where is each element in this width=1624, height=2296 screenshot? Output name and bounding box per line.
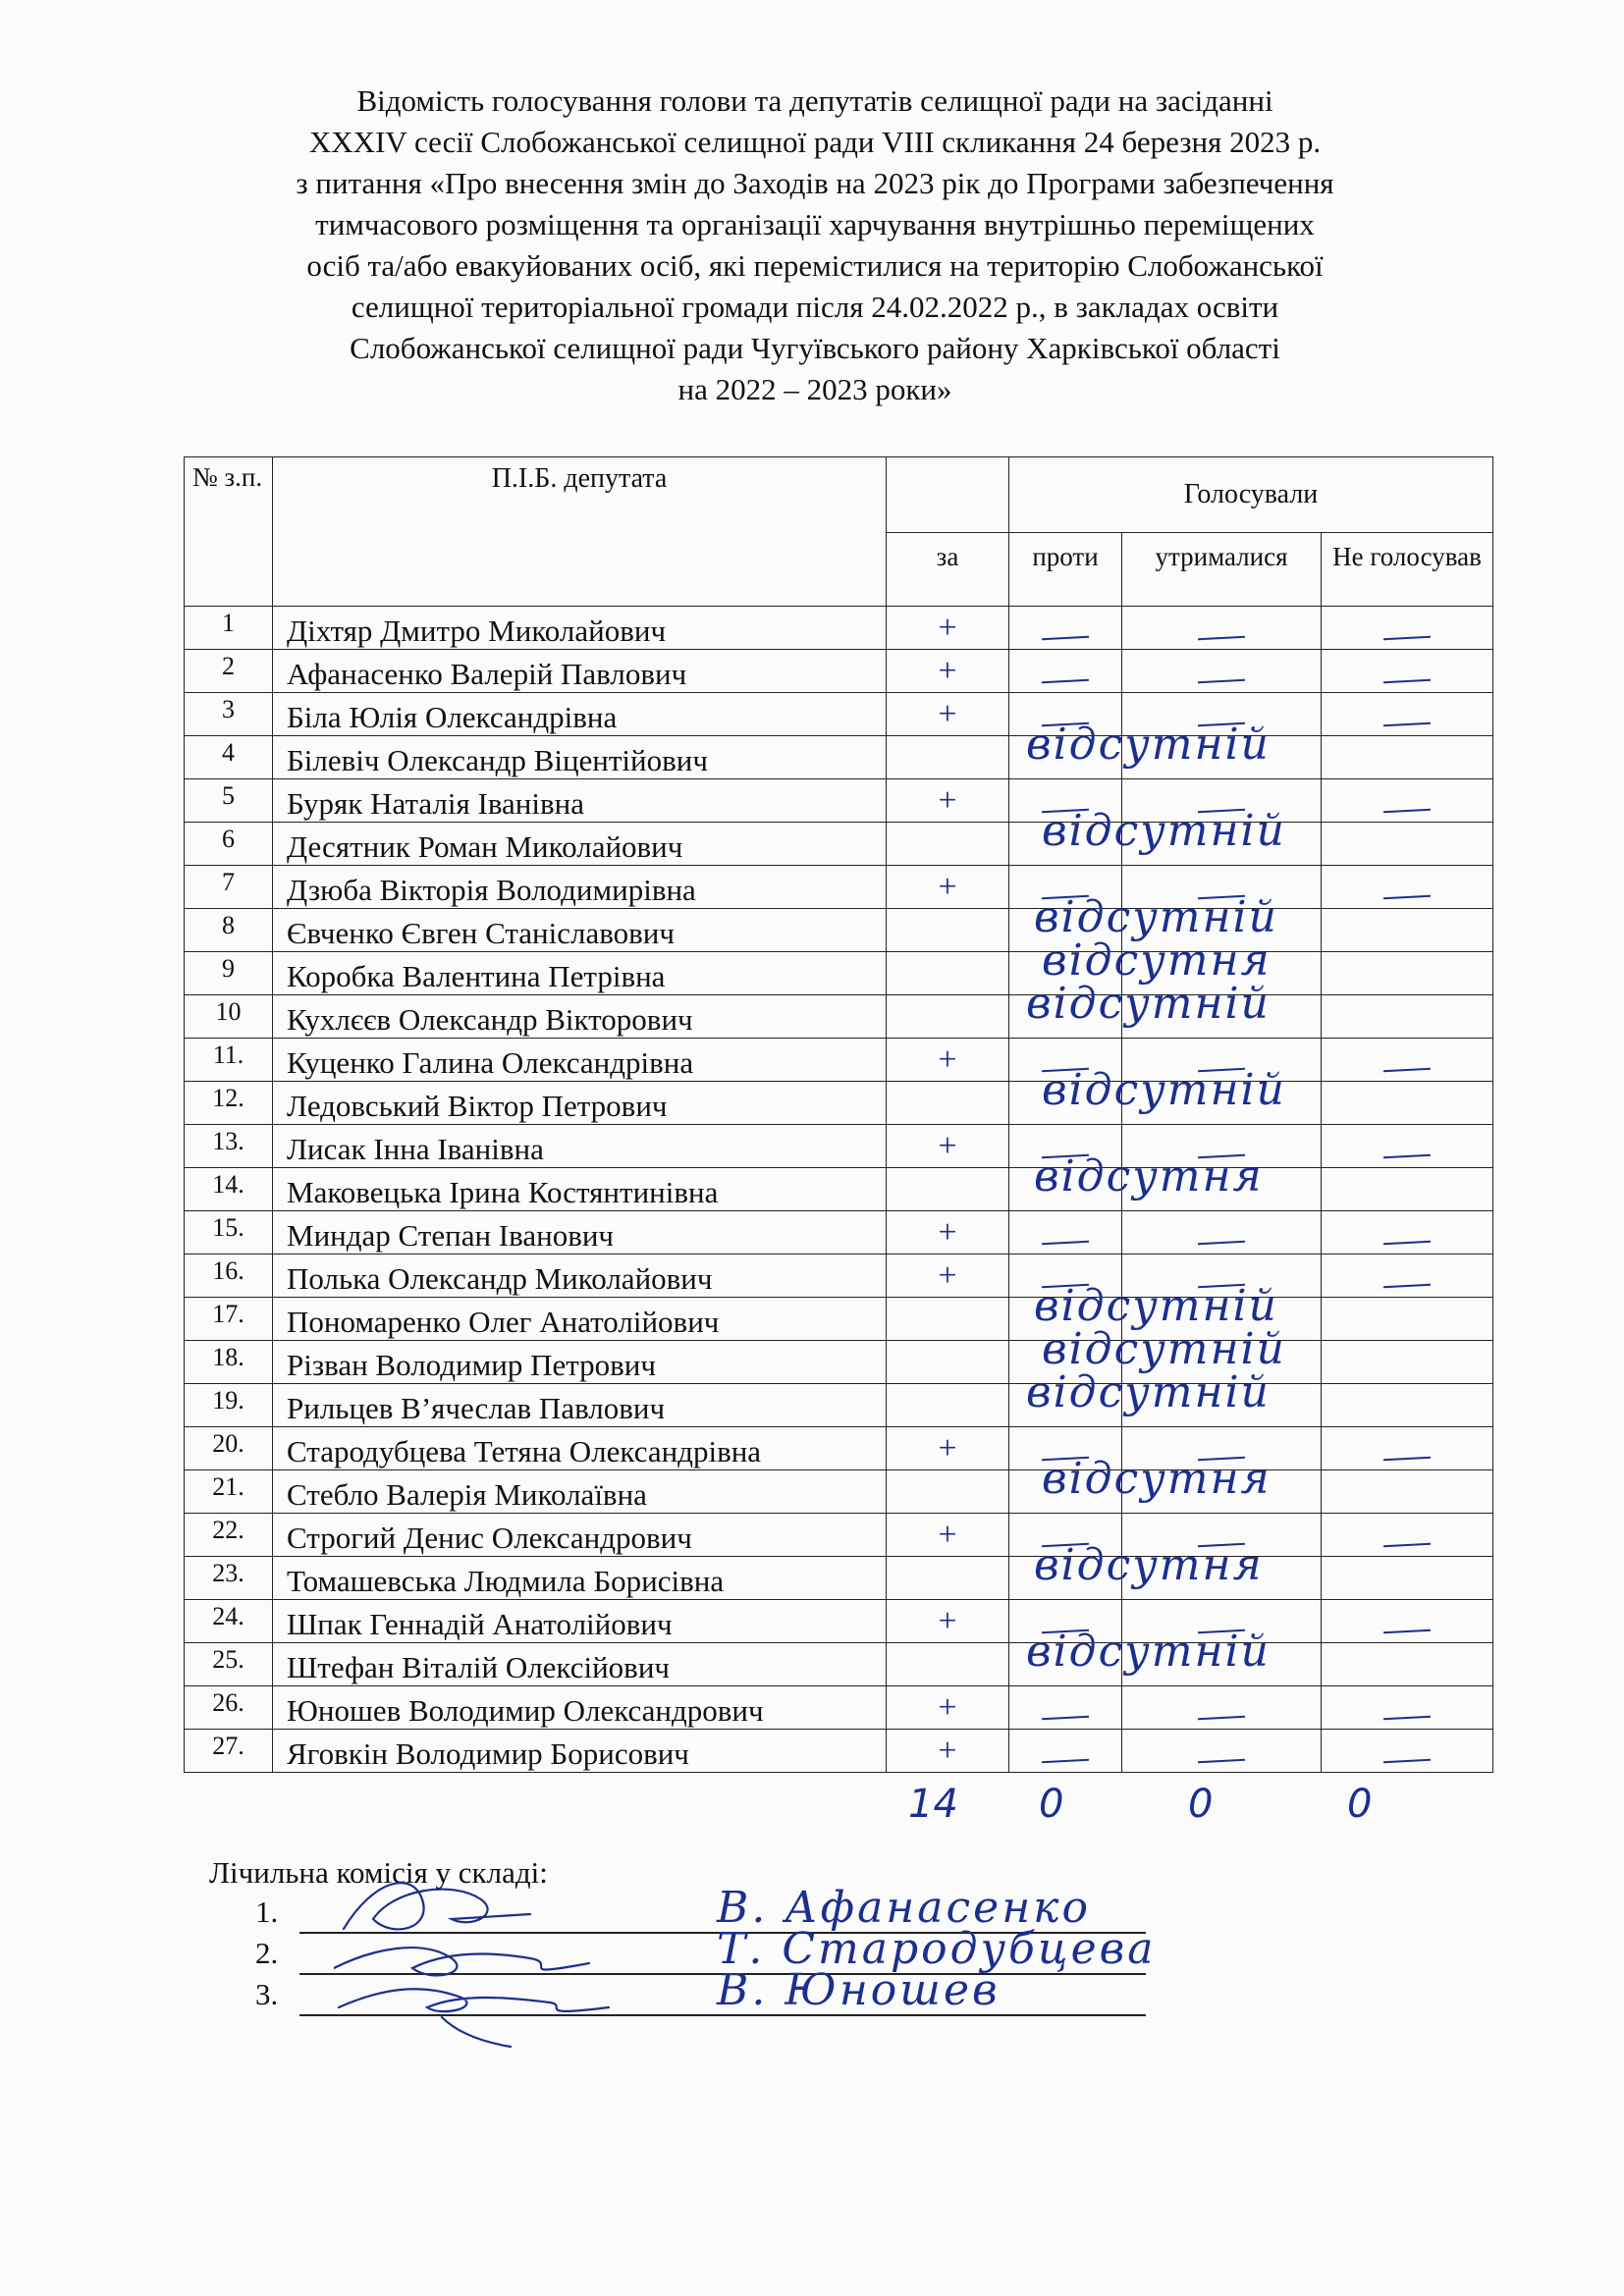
vote-against-cell: [1009, 866, 1122, 909]
deputy-name: Полька Олександр Миколайович: [273, 1255, 887, 1298]
plus-mark: +: [938, 1732, 957, 1769]
dash-mark: [1383, 678, 1431, 683]
table-row: [185, 650, 1493, 693]
deputy-name: Куценко Галина Олександрівна: [273, 1039, 887, 1082]
vote-against-cell: [1009, 1341, 1122, 1384]
row-number: 20.: [185, 1427, 273, 1470]
table-row: [185, 1643, 1493, 1686]
row-number: 12.: [185, 1082, 273, 1125]
vote-not-voted-cell: [1322, 1298, 1493, 1341]
dash-mark: [1383, 1715, 1431, 1720]
dash-mark: [1198, 1153, 1245, 1158]
table-row: [185, 1730, 1493, 1773]
dash-mark: [1383, 1629, 1431, 1633]
title-line: Відомість голосування голови та депутатів селищної ради на засіданні: [356, 83, 1273, 118]
absent-note: відсутня: [1034, 1540, 1264, 1590]
row-number: 6: [185, 823, 273, 866]
vote-abstained-cell: [1122, 995, 1322, 1039]
deputy-name: Миндар Степан Іванович: [273, 1211, 887, 1255]
column-header-for: за: [887, 533, 1009, 607]
absent-note: відсутній: [1034, 1281, 1278, 1331]
plus-mark: +: [938, 781, 957, 819]
vote-abstained-cell: [1122, 1125, 1322, 1168]
deputy-name: Рильцев В’ячеслав Павлович: [273, 1384, 887, 1427]
table-row: [185, 1039, 1493, 1082]
vote-against-cell: [1009, 1557, 1122, 1600]
dash-mark: [1383, 1456, 1431, 1461]
column-header-name: П.І.Б. депутата: [273, 457, 887, 607]
vote-for-cell: [887, 736, 1009, 779]
table-row: [185, 1298, 1493, 1341]
commission-label: Лічильна комісія у складі:: [209, 1855, 548, 1890]
vote-abstained-cell: [1122, 952, 1322, 995]
vote-abstained-cell: [1122, 1255, 1322, 1298]
vote-not-voted-cell: [1322, 1600, 1493, 1643]
vote-abstained-cell: [1122, 1643, 1322, 1686]
vote-abstained-cell: [1122, 1686, 1322, 1730]
vote-for-cell: [887, 1557, 1009, 1600]
dash-mark: [1198, 1715, 1245, 1720]
vote-not-voted-cell: [1322, 1125, 1493, 1168]
title-line: на 2022 – 2023 роки»: [677, 372, 952, 406]
plus-mark: +: [938, 652, 957, 689]
deputy-name: Різван Володимир Петрович: [273, 1341, 887, 1384]
vote-against-cell: [1009, 1514, 1122, 1557]
row-number: 24.: [185, 1600, 273, 1643]
vote-for-cell: [887, 650, 1009, 693]
document-title: [147, 80, 1483, 410]
dash-mark: [1042, 1542, 1089, 1547]
deputy-name: Пономаренко Олег Анатолійович: [273, 1298, 887, 1341]
vote-abstained-cell: [1122, 909, 1322, 952]
dash-mark: [1383, 721, 1431, 726]
plus-mark: +: [938, 609, 957, 646]
vote-abstained-cell: [1122, 1557, 1322, 1600]
vote-abstained-cell: [1122, 1341, 1322, 1384]
deputy-name: Стародубцева Тетяна Олександрівна: [273, 1427, 887, 1470]
dash-mark: [1198, 1629, 1245, 1633]
vote-abstained-cell: [1122, 1168, 1322, 1211]
commission-member-name: Т. Стародубцева: [717, 1924, 1157, 1974]
vote-abstained-cell: [1122, 693, 1322, 736]
vote-for-cell: [887, 1039, 1009, 1082]
vote-for-cell: [887, 1125, 1009, 1168]
deputy-name: Лисак Інна Іванівна: [273, 1125, 887, 1168]
column-header-voted: Голосували: [1009, 457, 1493, 533]
dash-mark: [1198, 1456, 1245, 1461]
total-not-voted: 0: [1347, 1782, 1373, 1827]
dash-mark: [1042, 1067, 1089, 1072]
vote-not-voted-cell: [1322, 1730, 1493, 1773]
plus-mark: +: [938, 1602, 957, 1639]
plus-mark: +: [938, 1429, 957, 1467]
dash-mark: [1042, 635, 1089, 640]
vote-abstained-cell: [1122, 1039, 1322, 1082]
deputy-name: Білевіч Олександр Віцентійович: [273, 736, 887, 779]
vote-against-cell: [1009, 1125, 1122, 1168]
absent-note: відсутній: [1042, 806, 1286, 856]
vote-not-voted-cell: [1322, 650, 1493, 693]
vote-abstained-cell: [1122, 1600, 1322, 1643]
vote-abstained-cell: [1122, 607, 1322, 650]
title-line: XXXIV сесії Слобожанської селищної ради VIII скликання 24 березня 2023 р.: [308, 125, 1322, 159]
vote-against-cell: [1009, 995, 1122, 1039]
table-row: [185, 693, 1493, 736]
plus-mark: +: [938, 1516, 957, 1553]
dash-mark: [1042, 1629, 1089, 1633]
row-number: 23.: [185, 1557, 273, 1600]
vote-against-cell: [1009, 1384, 1122, 1427]
vote-for-cell: [887, 1470, 1009, 1514]
deputy-name: Шпак Геннадій Анатолійович: [273, 1600, 887, 1643]
vote-for-cell: [887, 1643, 1009, 1686]
vote-abstained-cell: [1122, 1082, 1322, 1125]
row-number: 8: [185, 909, 273, 952]
vote-against-cell: [1009, 1470, 1122, 1514]
dash-mark: [1198, 721, 1245, 726]
vote-for-cell: [887, 1600, 1009, 1643]
vote-against-cell: [1009, 952, 1122, 995]
commission-member-number: 3.: [255, 1977, 279, 2011]
vote-against-cell: [1009, 650, 1122, 693]
vote-not-voted-cell: [1322, 1255, 1493, 1298]
row-number: 9: [185, 952, 273, 995]
deputy-name: Коробка Валентина Петрівна: [273, 952, 887, 995]
vote-not-voted-cell: [1322, 1686, 1493, 1730]
vote-not-voted-cell: [1322, 1384, 1493, 1427]
absent-note: відсутній: [1026, 720, 1271, 770]
column-header-not-voted: Не голосував: [1322, 533, 1493, 607]
table-row: [185, 607, 1493, 650]
vote-for-cell: [887, 1427, 1009, 1470]
vote-for-cell: [887, 952, 1009, 995]
table-row: [185, 823, 1493, 866]
deputy-name: Афанасенко Валерій Павлович: [273, 650, 887, 693]
dash-mark: [1198, 1758, 1245, 1763]
title-line: осіб та/або евакуйованих осіб, які перемістилися на територію Слобожанської: [306, 248, 1324, 283]
vote-not-voted-cell: [1322, 1427, 1493, 1470]
dash-mark: [1383, 1758, 1431, 1763]
title-line: селищної територіальної громади після 24.02.2022 р., в закладах освіти: [351, 290, 1279, 324]
vote-abstained-cell: [1122, 1384, 1322, 1427]
vote-not-voted-cell: [1322, 779, 1493, 823]
deputy-name: Строгий Денис Олександрович: [273, 1514, 887, 1557]
table-row: [185, 1470, 1493, 1514]
vote-abstained-cell: [1122, 1514, 1322, 1557]
row-number: 27.: [185, 1730, 273, 1773]
table-body: [185, 607, 1493, 1773]
vote-against-cell: [1009, 823, 1122, 866]
vote-for-cell: [887, 1514, 1009, 1557]
dash-mark: [1042, 721, 1089, 726]
dash-mark: [1042, 678, 1089, 683]
vote-against-cell: [1009, 1211, 1122, 1255]
vote-not-voted-cell: [1322, 1211, 1493, 1255]
table-row: [185, 909, 1493, 952]
total-against: 0: [1039, 1782, 1064, 1827]
vote-for-cell: [887, 909, 1009, 952]
vote-abstained-cell: [1122, 736, 1322, 779]
deputy-name: Юношев Володимир Олександрович: [273, 1686, 887, 1730]
plus-mark: +: [938, 695, 957, 732]
dash-mark: [1198, 635, 1245, 640]
table-row: [185, 1341, 1493, 1384]
dash-mark: [1042, 1456, 1089, 1461]
title-line: тимчасового розміщення та організації харчування внутрішньо переміщених: [315, 207, 1315, 241]
vote-abstained-cell: [1122, 1427, 1322, 1470]
commission-member-number: 1.: [255, 1895, 279, 1929]
dash-mark: [1383, 635, 1431, 640]
absent-note: відсутній: [1026, 1367, 1271, 1417]
deputy-name: Стебло Валерія Миколаївна: [273, 1470, 887, 1514]
dash-mark: [1042, 1758, 1089, 1763]
table-row: [185, 1427, 1493, 1470]
plus-mark: +: [938, 1256, 957, 1294]
deputy-name: Буряк Наталія Іванівна: [273, 779, 887, 823]
vote-for-cell: [887, 779, 1009, 823]
deputy-name: Євченко Євген Станіславович: [273, 909, 887, 952]
deputy-name: Біла Юлія Олександрівна: [273, 693, 887, 736]
table-row: [185, 1686, 1493, 1730]
row-number: 16.: [185, 1255, 273, 1298]
plus-mark: +: [938, 868, 957, 905]
vote-not-voted-cell: [1322, 1082, 1493, 1125]
dash-mark: [1042, 1715, 1089, 1720]
commission-member-name: В. Юношев: [717, 1965, 1001, 2015]
column-header-number: № з.п.: [185, 457, 273, 607]
deputy-name: Кухлєєв Олександр Вікторович: [273, 995, 887, 1039]
plus-mark: +: [938, 1213, 957, 1251]
table-row: [185, 1168, 1493, 1211]
vote-not-voted-cell: [1322, 1341, 1493, 1384]
vote-not-voted-cell: [1322, 1039, 1493, 1082]
vote-for-cell: [887, 1384, 1009, 1427]
vote-abstained-cell: [1122, 1730, 1322, 1773]
column-header-blank: [887, 457, 1009, 533]
dash-mark: [1042, 1283, 1089, 1288]
row-number: 14.: [185, 1168, 273, 1211]
row-number: 10: [185, 995, 273, 1039]
deputy-name: Томашевська Людмила Борисівна: [273, 1557, 887, 1600]
vote-for-cell: [887, 1686, 1009, 1730]
dash-mark: [1383, 1542, 1431, 1547]
vote-for-cell: [887, 1255, 1009, 1298]
vote-not-voted-cell: [1322, 866, 1493, 909]
table-row: [185, 1557, 1493, 1600]
absent-note: відсутній: [1026, 979, 1271, 1029]
table-row: [185, 1255, 1493, 1298]
vote-for-cell: [887, 866, 1009, 909]
vote-for-cell: [887, 995, 1009, 1039]
vote-abstained-cell: [1122, 650, 1322, 693]
vote-against-cell: [1009, 1427, 1122, 1470]
vote-against-cell: [1009, 1600, 1122, 1643]
vote-abstained-cell: [1122, 1211, 1322, 1255]
deputy-name: Штефан Віталій Олексійович: [273, 1643, 887, 1686]
vote-abstained-cell: [1122, 823, 1322, 866]
deputy-name: Діхтяр Дмитро Миколайович: [273, 607, 887, 650]
row-number: 13.: [185, 1125, 273, 1168]
absent-note: відсутній: [1042, 1065, 1286, 1115]
vote-for-cell: [887, 1211, 1009, 1255]
dash-mark: [1383, 894, 1431, 899]
vote-abstained-cell: [1122, 779, 1322, 823]
vote-not-voted-cell: [1322, 952, 1493, 995]
row-number: 17.: [185, 1298, 273, 1341]
vote-not-voted-cell: [1322, 1514, 1493, 1557]
dash-mark: [1383, 808, 1431, 813]
vote-for-cell: [887, 1298, 1009, 1341]
vote-for-cell: [887, 607, 1009, 650]
row-number: 3: [185, 693, 273, 736]
dash-mark: [1042, 894, 1089, 899]
table-row: [185, 1125, 1493, 1168]
row-number: 1: [185, 607, 273, 650]
voting-table: [184, 456, 1493, 1773]
row-number: 18.: [185, 1341, 273, 1384]
table-row: [185, 952, 1493, 995]
deputy-name: Дзюба Вікторія Володимирівна: [273, 866, 887, 909]
vote-not-voted-cell: [1322, 909, 1493, 952]
row-number: 21.: [185, 1470, 273, 1514]
table-row: [185, 995, 1493, 1039]
vote-against-cell: [1009, 607, 1122, 650]
plus-mark: +: [938, 1041, 957, 1078]
vote-not-voted-cell: [1322, 607, 1493, 650]
table-row: [185, 1514, 1493, 1557]
row-number: 5: [185, 779, 273, 823]
table-row: [185, 1600, 1493, 1643]
absent-note: відсутній: [1026, 1627, 1271, 1677]
vote-abstained-cell: [1122, 1470, 1322, 1514]
table-row: [185, 866, 1493, 909]
total-for: 14: [908, 1782, 958, 1827]
vote-not-voted-cell: [1322, 736, 1493, 779]
dash-mark: [1198, 808, 1245, 813]
commission-member-number: 2.: [255, 1936, 279, 1970]
signatures-scribble: [334, 1860, 687, 2056]
vote-not-voted-cell: [1322, 1168, 1493, 1211]
row-number: 4: [185, 736, 273, 779]
table-row: [185, 1384, 1493, 1427]
vote-for-cell: [887, 823, 1009, 866]
row-number: 11.: [185, 1039, 273, 1082]
dash-mark: [1198, 1542, 1245, 1547]
absent-note: відсутня: [1042, 1454, 1272, 1504]
column-header-against: проти: [1009, 533, 1122, 607]
row-number: 25.: [185, 1643, 273, 1686]
dash-mark: [1042, 808, 1089, 813]
dash-mark: [1042, 1153, 1089, 1158]
vote-abstained-cell: [1122, 866, 1322, 909]
table-row: [185, 736, 1493, 779]
vote-against-cell: [1009, 1168, 1122, 1211]
vote-not-voted-cell: [1322, 1557, 1493, 1600]
vote-for-cell: [887, 1730, 1009, 1773]
vote-against-cell: [1009, 1298, 1122, 1341]
row-number: 2: [185, 650, 273, 693]
row-number: 22.: [185, 1514, 273, 1557]
title-line: з питання «Про внесення змін до Заходів на 2023 рік до Програми забезпечення: [296, 166, 1334, 200]
vote-against-cell: [1009, 1082, 1122, 1125]
column-header-abstained: утрималися: [1122, 533, 1322, 607]
table-row: [185, 1082, 1493, 1125]
total-abstained: 0: [1188, 1782, 1214, 1827]
vote-against-cell: [1009, 1730, 1122, 1773]
vote-for-cell: [887, 1082, 1009, 1125]
commission-member-name: В. Афанасенко: [717, 1883, 1091, 1933]
dash-mark: [1198, 1283, 1245, 1288]
dash-mark: [1042, 1240, 1089, 1245]
vote-against-cell: [1009, 1255, 1122, 1298]
vote-against-cell: [1009, 1643, 1122, 1686]
deputy-name: Ледовський Віктор Петрович: [273, 1082, 887, 1125]
table-row: [185, 779, 1493, 823]
absent-note: відсутній: [1042, 1324, 1286, 1374]
row-number: 7: [185, 866, 273, 909]
vote-not-voted-cell: [1322, 995, 1493, 1039]
absent-note: відсутня: [1034, 1151, 1264, 1201]
deputy-name: Десятник Роман Миколайович: [273, 823, 887, 866]
vote-for-cell: [887, 693, 1009, 736]
vote-for-cell: [887, 1341, 1009, 1384]
vote-against-cell: [1009, 1039, 1122, 1082]
dash-mark: [1383, 1283, 1431, 1288]
vote-against-cell: [1009, 909, 1122, 952]
plus-mark: +: [938, 1688, 957, 1726]
dash-mark: [1383, 1153, 1431, 1158]
dash-mark: [1383, 1240, 1431, 1245]
dash-mark: [1383, 1067, 1431, 1072]
vote-for-cell: [887, 1168, 1009, 1211]
table-row: [185, 1211, 1493, 1255]
vote-abstained-cell: [1122, 1298, 1322, 1341]
row-number: 19.: [185, 1384, 273, 1427]
dash-mark: [1198, 1067, 1245, 1072]
vote-against-cell: [1009, 779, 1122, 823]
dash-mark: [1198, 894, 1245, 899]
absent-note: відсутній: [1034, 892, 1278, 942]
dash-mark: [1198, 678, 1245, 683]
row-number: 26.: [185, 1686, 273, 1730]
deputy-name: Маковецька Ірина Костянтинівна: [273, 1168, 887, 1211]
row-number: 15.: [185, 1211, 273, 1255]
vote-not-voted-cell: [1322, 1470, 1493, 1514]
deputy-name: Яговкін Володимир Борисович: [273, 1730, 887, 1773]
vote-not-voted-cell: [1322, 823, 1493, 866]
plus-mark: +: [938, 1127, 957, 1164]
vote-not-voted-cell: [1322, 693, 1493, 736]
title-line: Слобожанської селищної ради Чугуївського району Харківської області: [350, 331, 1280, 365]
vote-not-voted-cell: [1322, 1643, 1493, 1686]
dash-mark: [1198, 1240, 1245, 1245]
vote-against-cell: [1009, 736, 1122, 779]
vote-against-cell: [1009, 693, 1122, 736]
absent-note: відсутня: [1042, 935, 1272, 986]
vote-against-cell: [1009, 1686, 1122, 1730]
